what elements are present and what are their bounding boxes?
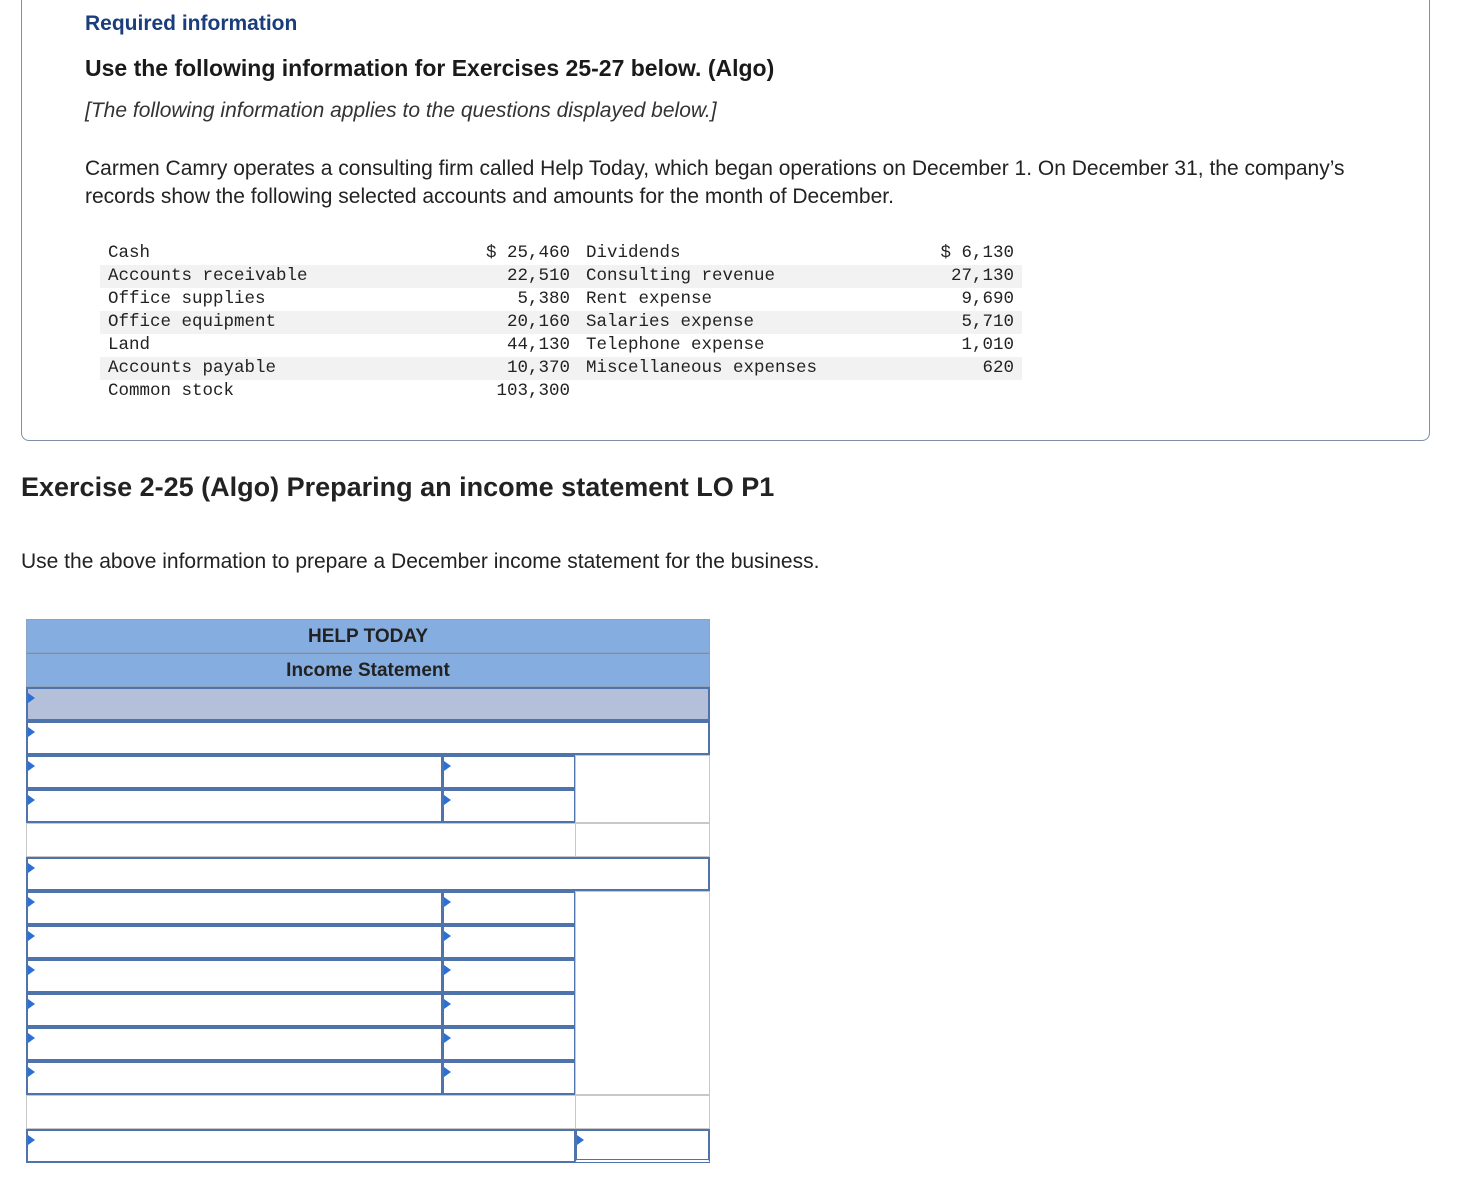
dropdown-marker-icon [28,965,35,975]
account-name: Common stock [108,381,235,401]
net-income-amount-input[interactable] [575,1129,710,1163]
expense-amount-input[interactable] [442,925,576,959]
expense-amount-input[interactable] [442,891,576,925]
account-amount: 5,380 [517,289,570,309]
total-expenses-cell [575,1095,710,1129]
account-amount [886,380,1022,403]
revenue-account-input[interactable] [26,789,443,823]
account-name: Land [108,335,151,355]
account-name: Telephone expense [586,335,765,355]
expense-account-input[interactable] [26,891,443,925]
account-name: Accounts payable [100,357,408,380]
statement-row [26,993,710,1027]
account-row [100,311,1022,334]
revenue-account-input[interactable] [26,755,443,789]
account-row [100,265,1022,288]
total-column-cell [575,755,710,789]
net-income-label-input[interactable] [26,1129,576,1163]
dropdown-marker-icon [28,727,35,737]
dropdown-marker-icon [28,761,35,771]
statement-row [26,755,710,789]
account-name: Rent expense [586,289,713,309]
scenario-text: Carmen Camry operates a consulting firm called Help Today, which began operations on December 1. On December 31, the company’s records show the following selected accounts and amounts for the month of December. [85,157,1345,208]
dropdown-marker-icon [444,999,451,1009]
expense-amount-input[interactable] [442,993,576,1027]
account-amount: $ 25,460 [485,243,570,263]
dropdown-marker-icon [444,1033,451,1043]
account-amount: $ 6,130 [940,243,1014,263]
statement-title: Income Statement [26,653,710,687]
dropdown-marker-icon [28,693,35,703]
dropdown-marker-icon [444,897,451,907]
account-row [100,380,1022,403]
exercise-title: Exercise 2-25 (Algo) Preparing an income statement LO P1 [21,472,775,502]
account-amount: 20,160 [408,311,578,334]
total-column-cell [575,1027,710,1061]
account-amount: 103,300 [496,381,570,401]
section-label-input[interactable] [26,857,710,891]
dropdown-marker-icon [28,1135,35,1145]
account-row [100,334,1022,357]
statement-company-name: HELP TODAY [26,619,710,653]
dropdown-marker-icon [28,897,35,907]
account-amount: 10,370 [408,357,578,380]
account-amount: 22,510 [408,265,578,288]
account-amount: 620 [886,357,1022,380]
info-heading: Use the following information for Exercises 25-27 below. (Algo) [85,55,775,81]
statement-row [26,823,710,857]
revenue-amount-input[interactable] [442,755,576,789]
total-column-cell [575,925,710,959]
dropdown-marker-icon [28,1067,35,1077]
dropdown-marker-icon [28,795,35,805]
statement-row [26,925,710,959]
statement-row [26,1027,710,1061]
account-name: Office equipment [100,311,408,334]
account-name: Cash [108,243,151,263]
total-expenses-label-cell [26,1095,576,1129]
account-amount: 9,690 [961,289,1014,309]
statement-row [26,1129,710,1163]
dropdown-marker-icon [444,761,451,771]
account-name: Miscellaneous expenses [578,357,886,380]
statement-row [26,1061,710,1095]
expense-account-input[interactable] [26,959,443,993]
total-revenue-cell [575,823,710,857]
account-row [100,357,1022,380]
account-amount: 5,710 [886,311,1022,334]
dropdown-marker-icon [444,931,451,941]
expense-account-input[interactable] [26,1027,443,1061]
dropdown-marker-icon [444,795,451,805]
section-label-input[interactable] [26,721,710,755]
dropdown-marker-icon [28,1033,35,1043]
total-column-cell [575,789,710,823]
total-column-cell [575,1061,710,1095]
dropdown-marker-icon [444,965,451,975]
statement-row [26,687,710,721]
exercise-instruction: Use the above information to prepare a December income statement for the business. [21,550,820,573]
account-amount: 1,010 [961,335,1014,355]
statement-row [26,789,710,823]
expense-account-input[interactable] [26,925,443,959]
total-revenue-label-cell [26,823,576,857]
total-column-cell [575,891,710,925]
statement-row [26,1095,710,1129]
statement-row [26,721,710,755]
dropdown-marker-icon [444,1067,451,1077]
expense-account-input[interactable] [26,993,443,1027]
total-column-cell [575,993,710,1027]
dropdown-marker-icon [577,1135,584,1145]
account-name [578,380,886,403]
account-amount: 27,130 [886,265,1022,288]
dropdown-marker-icon [28,863,35,873]
expense-amount-input[interactable] [442,959,576,993]
dropdown-marker-icon [28,931,35,941]
accounts-table [100,242,1022,403]
account-name: Salaries expense [578,311,886,334]
income-statement-form [26,619,710,1163]
account-row [100,242,1022,265]
total-column-cell [575,959,710,993]
account-name: Office supplies [108,289,266,309]
expense-amount-input[interactable] [442,1027,576,1061]
expense-amount-input[interactable] [442,1061,576,1095]
revenue-amount-input[interactable] [442,789,576,823]
dropdown-marker-icon [28,999,35,1009]
expense-account-input[interactable] [26,1061,443,1095]
statement-row [26,891,710,925]
account-name: Dividends [586,243,681,263]
statement-row [26,959,710,993]
account-amount: 44,130 [506,335,570,355]
applies-note: [The following information applies to the questions displayed below.] [85,99,717,122]
required-info-label: Required information [85,12,298,35]
account-row [100,288,1022,311]
statement-row [26,857,710,891]
period-input[interactable] [26,687,710,721]
account-name: Accounts receivable [100,265,408,288]
account-name: Consulting revenue [578,265,886,288]
